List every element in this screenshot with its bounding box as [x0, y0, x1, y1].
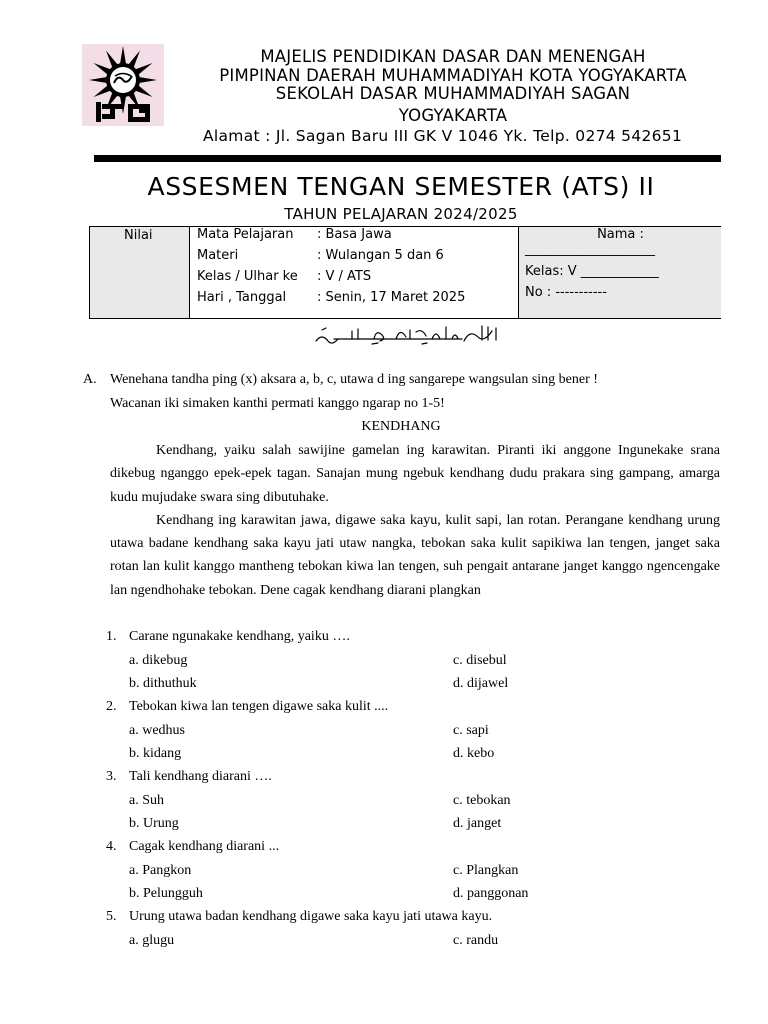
student-cell: [518, 227, 721, 318]
header-divider: [94, 155, 721, 162]
school-address: Alamat : Jl. Sagan Baru III GK V 1046 Yk. Telp. 0274 542651: [203, 127, 683, 145]
question-1-number: 1.: [106, 629, 117, 644]
question-4-option-a[interactable]: a. Pangkon: [129, 863, 192, 878]
question-3-text: Tali kendhang diarani ….: [129, 769, 272, 784]
name-label[interactable]: Nama :: [597, 227, 644, 242]
header-line-2: PIMPINAN DAERAH MUHAMMADIYAH KOTA YOGYAKARTA: [219, 66, 687, 85]
class-field[interactable]: Kelas: V ____________: [525, 264, 659, 279]
question-1-option-c[interactable]: c. disebul: [453, 653, 507, 668]
material-label: Materi: [197, 248, 239, 263]
score-cell: [90, 227, 190, 318]
passage-paragraph-2: Kendhang ing karawitan jawa, digawe saka kayu, kulit sapi, lan rotan. Perangane kendhang urung utawa badane kendhang saka kayu jati utaw nangka, tebokan saka kulit sapikiwa lan tengen, janget saka rotan lan kulit kanggo mantheng tebokan kiwa lan tengen, suh pengait antarane janget kanggo ngencengake lan ngendhohake tebokan. Dene cagak kendhang diarani plangkan: [110, 512, 720, 598]
question-3-option-a[interactable]: a. Suh: [129, 793, 164, 808]
question-4-text: Cagak kendhang diarani ...: [129, 839, 280, 854]
name-blank[interactable]: ____________________: [525, 242, 655, 257]
question-3-option-d[interactable]: d. janget: [453, 816, 502, 831]
basmalah-calligraphy-icon: [312, 322, 504, 348]
academic-year: TAHUN PELAJARAN 2024/2025: [284, 205, 518, 223]
question-2-option-a[interactable]: a. wedhus: [129, 723, 185, 738]
exam-title: ASSESMEN TENGAN SEMESTER (ATS) II: [147, 172, 655, 201]
date-value: : Senin, 17 Maret 2025: [317, 290, 466, 305]
question-4-option-d[interactable]: d. panggonan: [453, 886, 529, 901]
date-label: Hari , Tanggal: [197, 290, 287, 305]
question-2-option-d[interactable]: d. kebo: [453, 746, 495, 761]
question-5-option-a[interactable]: a. glugu: [129, 933, 175, 948]
reading-passage: [110, 439, 720, 602]
class-value: : V / ATS: [317, 269, 372, 284]
header-line-3: SEKOLAH DASAR MUHAMMADIYAH SAGAN: [275, 84, 631, 103]
question-1-option-b[interactable]: b. dithuthuk: [129, 676, 197, 691]
passage-paragraph-1: Kendhang, yaiku salah sawijine gamelan ing karawitan. Piranti iki anggone Ingunekake srana dikebug nganggo epek-epek tagan. Sanajan mung ngebuk kendhang dudu prakara sing gampang, amarga kudu mujudake swara sing dibutuhake.: [110, 443, 720, 505]
question-3-number: 3.: [106, 769, 117, 784]
header-line-1: MAJELIS PENDIDIKAN DASAR DAN MENENGAH: [260, 47, 646, 66]
question-2-text: Tebokan kiwa lan tengen digawe saka kulit ....: [129, 699, 389, 714]
question-4-option-b[interactable]: b. Pelungguh: [129, 886, 203, 901]
question-2-number: 2.: [106, 699, 117, 714]
exam-info-table: [89, 226, 721, 319]
question-3-option-b[interactable]: b. Urung: [129, 816, 179, 831]
question-1-option-a[interactable]: a. dikebug: [129, 653, 188, 668]
subject-label: Mata Pelajaran: [197, 227, 294, 242]
header-line-4: YOGYAKARTA: [398, 106, 508, 125]
question-5-option-c[interactable]: c. randu: [453, 933, 499, 948]
class-label: Kelas / Ulhar ke: [197, 269, 298, 284]
reading-title: KENDHANG: [361, 419, 441, 434]
number-field[interactable]: No : -----------: [525, 285, 607, 300]
question-2-option-c[interactable]: c. sapi: [453, 723, 489, 738]
school-logo: [82, 44, 164, 126]
question-1-text: Carane ngunakake kendhang, yaiku ….: [129, 629, 350, 644]
question-4-option-c[interactable]: c. Plangkan: [453, 863, 519, 878]
score-label: Nilai: [124, 228, 153, 243]
question-3-option-c[interactable]: c. tebokan: [453, 793, 511, 808]
subject-value: : Basa Jawa: [317, 227, 392, 242]
question-5-number: 5.: [106, 909, 117, 924]
question-2-option-b[interactable]: b. kidang: [129, 746, 182, 761]
question-1-option-d[interactable]: d. dijawel: [453, 676, 509, 691]
reading-note: Wacanan iki simaken kanthi permati kanggo ngarap no 1-5!: [110, 396, 445, 411]
section-letter: A.: [83, 372, 97, 387]
material-value: : Wulangan 5 dan 6: [317, 248, 444, 263]
question-5-text: Urung utawa badan kendhang digawe saka kayu jati utawa kayu.: [129, 909, 493, 924]
section-instruction: Wenehana tandha ping (x) aksara a, b, c, utawa d ing sangarepe wangsulan sing bener !: [110, 372, 598, 387]
question-4-number: 4.: [106, 839, 117, 854]
muhammadiyah-sun-logo-icon: [82, 44, 164, 126]
